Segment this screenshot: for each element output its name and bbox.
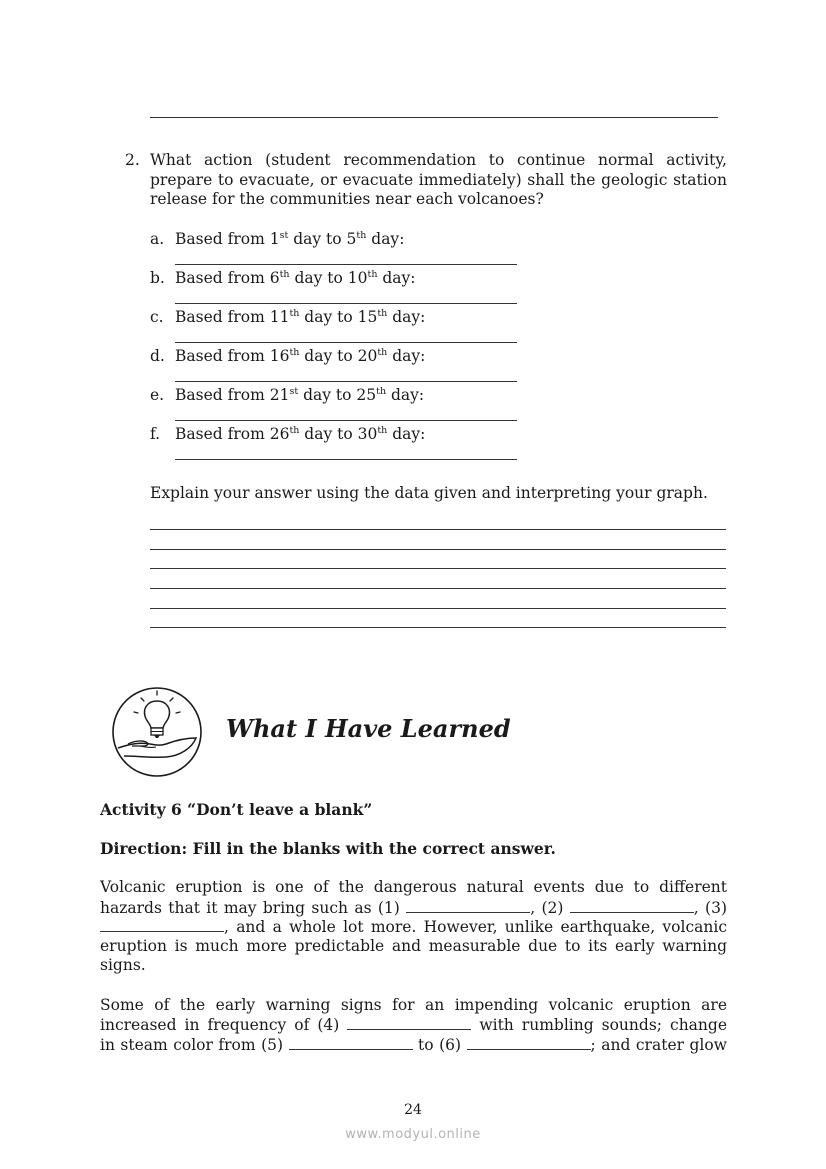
item-text: Based from 1st day to 5th day: bbox=[175, 230, 405, 248]
paragraph-line bbox=[100, 917, 727, 938]
item-label: c. bbox=[150, 308, 164, 326]
item-label: f. bbox=[150, 425, 161, 443]
explain-line[interactable] bbox=[150, 529, 726, 530]
explain-line[interactable] bbox=[150, 568, 726, 569]
blank-1[interactable] bbox=[406, 898, 530, 913]
item-label: a. bbox=[150, 230, 165, 248]
question-text-line: prepare to evacuate, or evacuate immediately) shall the geologic station bbox=[150, 171, 727, 189]
answer-line[interactable] bbox=[175, 303, 517, 304]
blank-3[interactable] bbox=[100, 917, 224, 932]
item-text: Based from 11th day to 15th day: bbox=[175, 308, 426, 326]
item-label: e. bbox=[150, 386, 165, 404]
paragraph-text: hazards that it may bring such as (1) bbox=[100, 899, 407, 917]
activity-title: Activity 6 “Don’t leave a blank” bbox=[100, 800, 373, 819]
item-label: b. bbox=[150, 269, 165, 287]
section-title: What I Have Learned bbox=[226, 714, 511, 743]
paragraph-line: Some of the early warning signs for an impending volcanic eruption are bbox=[100, 996, 727, 1014]
item-text: Based from 21st day to 25th day: bbox=[175, 386, 425, 404]
paragraph-text: with rumbling sounds; change bbox=[471, 1016, 727, 1034]
paragraph-text: , and a whole lot more. However, unlike earthquake, volcanic bbox=[224, 918, 727, 936]
paragraph-line: eruption is much more predictable and measurable due to its early warning bbox=[100, 937, 727, 955]
lightbulb-hand-icon bbox=[110, 686, 204, 778]
question-number: 2. bbox=[125, 151, 140, 169]
watermark: www.modyul.online bbox=[345, 1127, 481, 1142]
explain-line[interactable] bbox=[150, 627, 726, 628]
answer-line-top[interactable] bbox=[150, 117, 718, 118]
question-text-line: release for the communities near each volcanoes? bbox=[150, 190, 544, 208]
direction-text: Direction: Fill in the blanks with the correct answer. bbox=[100, 839, 556, 858]
blank-2[interactable] bbox=[570, 898, 694, 913]
paragraph-text: to (6) bbox=[412, 1036, 467, 1054]
answer-line[interactable] bbox=[175, 381, 517, 382]
paragraph-text: increased in frequency of (4) bbox=[100, 1016, 348, 1034]
paragraph-text: ; and crater glow bbox=[590, 1036, 727, 1054]
answer-line[interactable] bbox=[175, 342, 517, 343]
explain-line[interactable] bbox=[150, 588, 726, 589]
paragraph-line bbox=[100, 1015, 727, 1036]
paragraph-text: , (2) bbox=[530, 899, 570, 917]
paragraph-text: in steam color from (5) bbox=[100, 1036, 289, 1054]
answer-line[interactable] bbox=[175, 264, 517, 265]
paragraph-line: signs. bbox=[100, 956, 146, 974]
blank-5[interactable] bbox=[289, 1035, 413, 1050]
paragraph-line bbox=[100, 1035, 727, 1056]
answer-line[interactable] bbox=[175, 459, 517, 460]
paragraph-text: , (3) bbox=[693, 899, 727, 917]
item-text: Based from 26th day to 30th day: bbox=[175, 425, 426, 443]
explain-instruction: Explain your answer using the data given and interpreting your graph. bbox=[150, 484, 708, 502]
explain-line[interactable] bbox=[150, 549, 726, 550]
page-number: 24 bbox=[404, 1102, 422, 1118]
item-text: Based from 16th day to 20th day: bbox=[175, 347, 426, 365]
answer-line[interactable] bbox=[175, 420, 517, 421]
blank-6[interactable] bbox=[467, 1035, 591, 1050]
item-label: d. bbox=[150, 347, 165, 365]
question-text-line: What action (student recommendation to continue normal activity, bbox=[150, 151, 727, 169]
explain-line[interactable] bbox=[150, 608, 726, 609]
paragraph-line bbox=[100, 898, 727, 919]
blank-4[interactable] bbox=[347, 1015, 471, 1030]
paragraph-line: Volcanic eruption is one of the dangerous natural events due to different bbox=[100, 878, 727, 896]
item-text: Based from 6th day to 10th day: bbox=[175, 269, 416, 287]
